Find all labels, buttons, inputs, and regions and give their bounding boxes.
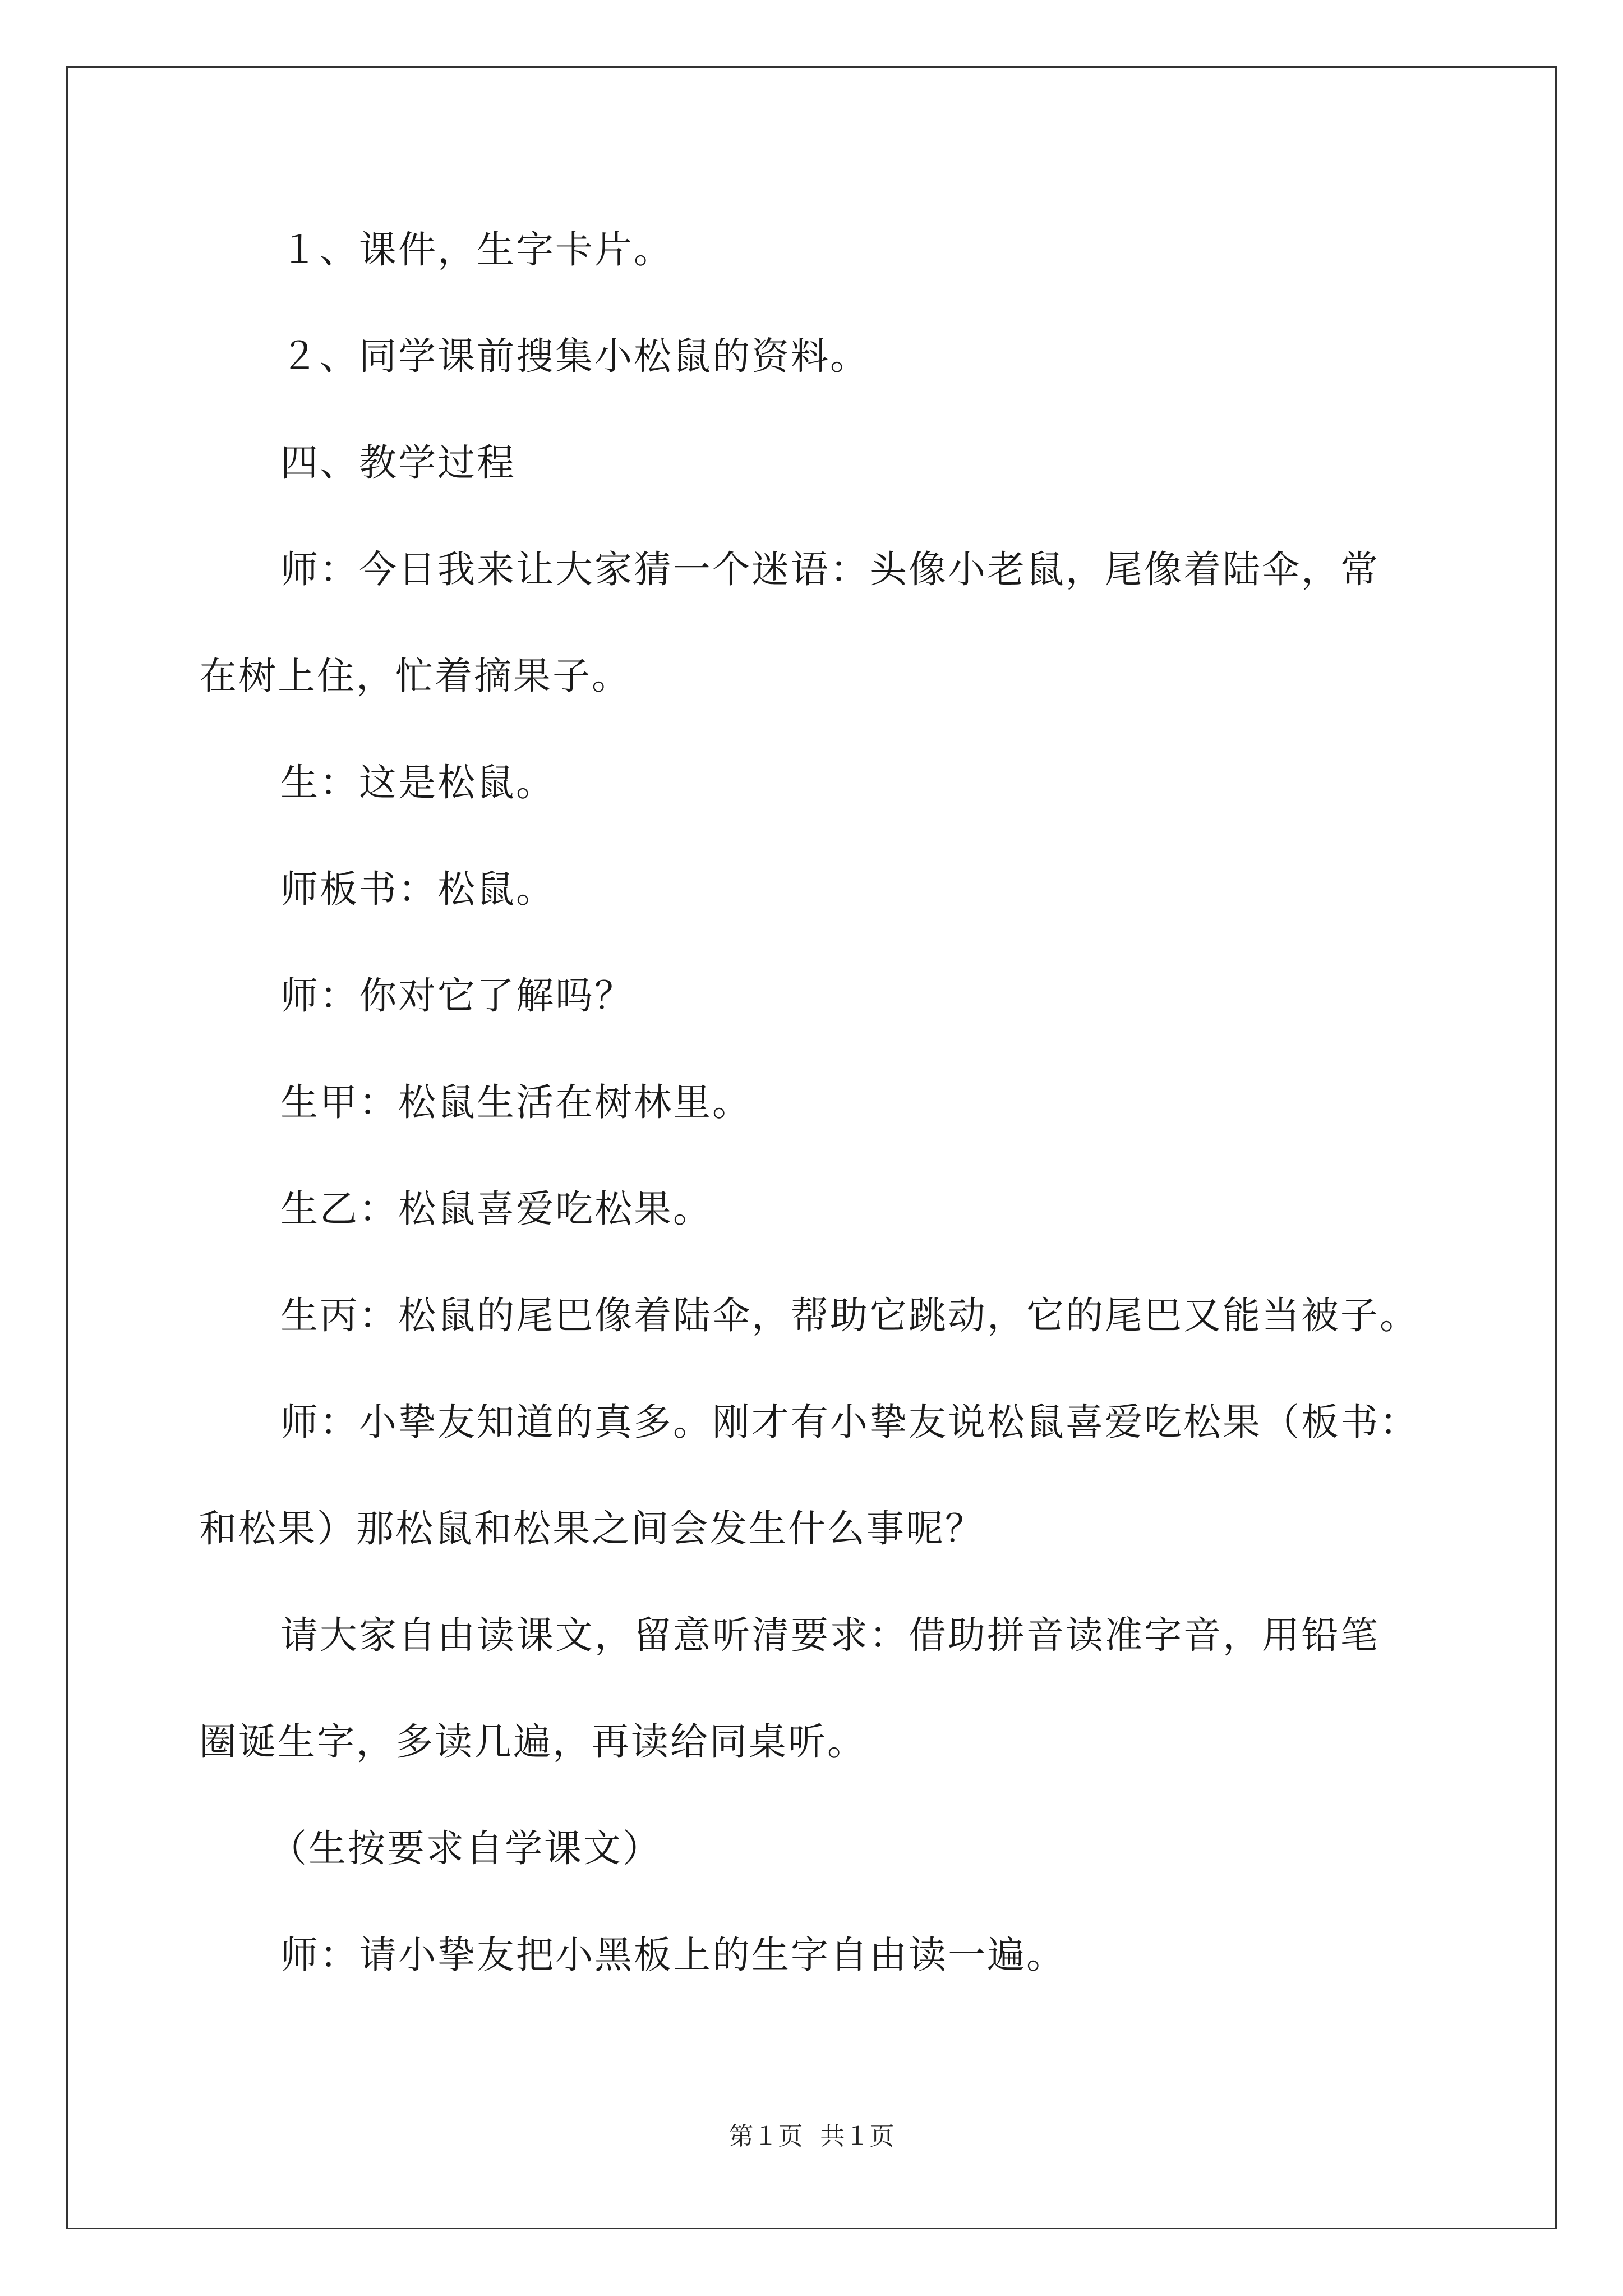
text-line: 师：今日我来让大家猜一个迷语：头像小老鼠，尾像着陆伞，常 bbox=[280, 547, 1380, 591]
page-frame bbox=[66, 66, 1557, 2229]
text-line: 生甲：松鼠生活在树林里。 bbox=[280, 1080, 751, 1124]
text-line: １、课件，生字卡片。 bbox=[280, 228, 673, 272]
text-line: 在树上住，忙着摘果子。 bbox=[199, 654, 631, 698]
text-line: 和松果）那松鼠和松果之间会发生什么事呢？ bbox=[199, 1507, 984, 1550]
text-line: （生按要求自学课文） bbox=[269, 1826, 662, 1870]
text-line: 师板书：松鼠。 bbox=[280, 867, 555, 911]
text-line: 师：你对它了解吗？ bbox=[280, 974, 634, 1018]
page-number: 第１页 bbox=[728, 2123, 803, 2150]
text-line: 师：小挚友知道的真多。刚才有小挚友说松鼠喜爱吃松果（板书： bbox=[280, 1400, 1419, 1444]
section-heading: 四、教学过程 bbox=[280, 441, 516, 485]
page-total: 共１页 bbox=[820, 2123, 895, 2150]
text-line: 圈诞生字，多读几遍，再读给同桌听。 bbox=[199, 1720, 866, 1764]
page-footer bbox=[0, 2116, 1623, 2152]
text-line: 生丙：松鼠的尾巴像着陆伞，帮助它跳动，它的尾巴又能当被子。 bbox=[280, 1294, 1419, 1337]
text-line: 生：这是松鼠。 bbox=[280, 761, 555, 804]
text-line: 师：请小挚友把小黑板上的生字自由读一遍。 bbox=[280, 1933, 1066, 1977]
text-line: 请大家自由读课文，留意听清要求：借助拼音读准字音，用铅笔 bbox=[280, 1613, 1380, 1657]
text-line: 生乙：松鼠喜爱吃松果。 bbox=[280, 1187, 712, 1231]
text-line: ２、同学课前搜集小松鼠的资料。 bbox=[280, 334, 869, 378]
